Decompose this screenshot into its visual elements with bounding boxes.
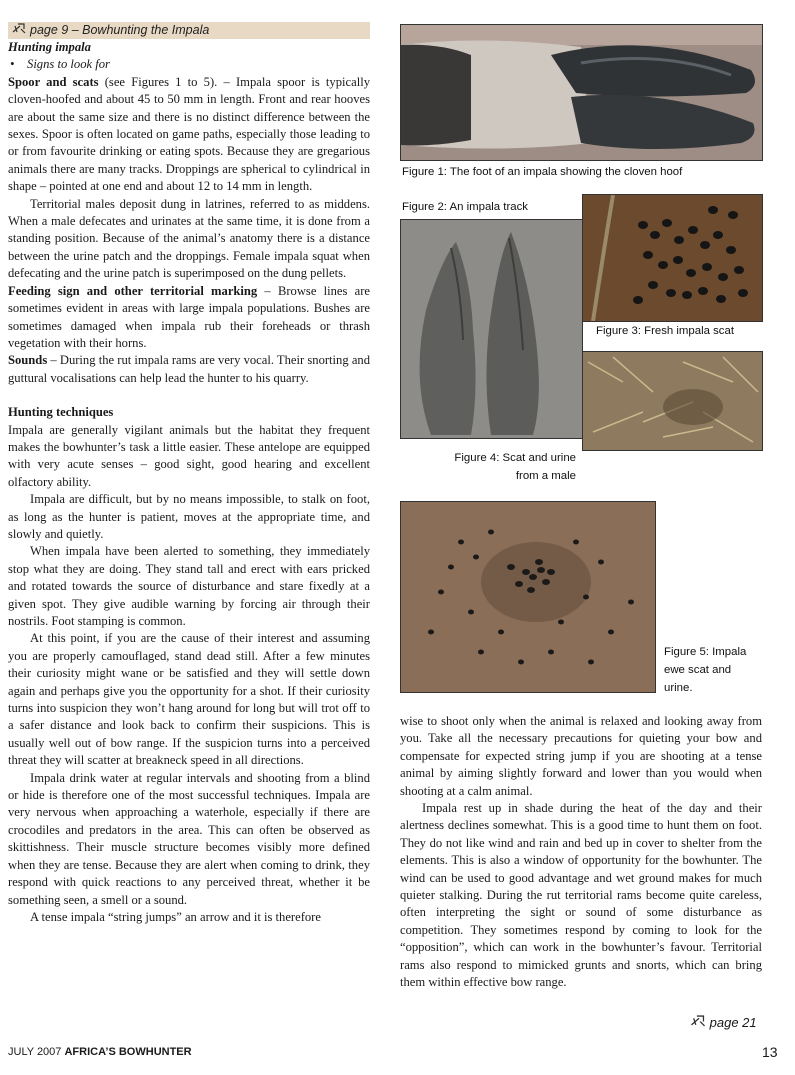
figure-5-caption-line: urine.	[664, 682, 693, 694]
footer-date: JULY 2007	[8, 1046, 65, 1058]
subsection-title: Hunting techniques	[8, 405, 114, 420]
paragraph	[8, 283, 370, 353]
paragraph-lead: Sounds	[8, 353, 48, 368]
paragraph: A tense impala “string jumps” an arrow and it is therefore	[30, 909, 321, 924]
figure-4-caption-line: Figure 4: Scat and urine	[454, 452, 576, 464]
page-continuation-header	[8, 22, 370, 39]
section-title: Hunting impala	[8, 40, 91, 54]
paragraph: Impala rest up in shade during the heat of the day and their alertness declines somewhat. This is a good time to hunt them on foot. They do not like wind and rain and bed up in cover to shelter from the elements. This is also a window of opportunity for the bowhunter. The wind can be used to good advantage and wet ground makes for much quieter stalking. During the rut territorial rams become quite careless, often interpreting the sight or sound of some disturbance as competition. They sometimes respond by coming to look for the “opposition”, which can work in the bowhunter’s favour. Territorial rams also respond to mimicked grunts and snorts, which can bring them within effective bow range.	[400, 801, 762, 990]
paragraph-lead: Spoor and scats	[8, 74, 99, 89]
figure-5-caption	[664, 643, 746, 697]
figure-3-caption: Figure 3: Fresh impala scat	[596, 325, 735, 337]
paragraph-text: – Browse lines are sometimes evident in areas with large impala populations. Bushes are sometimes damaged when impala rub their foreheads or thrash vegetation with their horns.	[8, 283, 371, 350]
paragraph-text: – During the rut impala rams are very vocal. Their snorting and guttural vocalisations can help lead the hunter to his quarry.	[8, 353, 370, 385]
archer-icon	[690, 1015, 710, 1030]
header-label: page 9 – Bowhunting the Impala	[30, 23, 210, 37]
archer-icon	[12, 22, 30, 39]
footer-issue	[8, 1046, 192, 1058]
page-number: 13	[762, 1044, 778, 1060]
paragraph: Territorial males deposit dung in latrines, referred to as middens. When a male defecates and urinates at the same time, it is done from a standing position. Because of the animal’s anatomy there is a distance between the urine patch and the droppings. Female impala squat when defecating and the urine patch is superimposed on the dung pellets.	[8, 196, 370, 281]
paragraph: Impala are generally vigilant animals but the habitat they frequent makes the bowhunter’s task a little easier. These antelope are equipped with very acute senses – good sight, good hearing and excellent olfactory ability.	[8, 422, 370, 489]
figure-4-caption	[440, 449, 576, 485]
paragraph: wise to shoot only when the animal is relaxed and looking away from you. Take all the necessary precautions for quieting your bow and compensate for expected string jump if you are shooting at a tense animal by aiming slightly forward and lower than you would when shooting at a calm animal.	[400, 714, 762, 798]
figure-4-caption-line: from a male	[515, 470, 576, 482]
bullet-label: Signs to look for	[27, 57, 110, 72]
paragraph	[8, 352, 370, 387]
article-body-left	[8, 39, 370, 926]
continued-page-reference	[690, 1015, 757, 1030]
footer-magazine: AFRICA’S BOWHUNTER	[64, 1046, 192, 1058]
paragraph	[8, 74, 370, 196]
figure-2-photo	[400, 219, 583, 439]
figure-1-caption: Figure 1: The foot of an impala showing the cloven hoof	[402, 166, 683, 178]
figure-2-caption: Figure 2: An impala track	[402, 201, 528, 213]
paragraph: Impala drink water at regular intervals and shooting from a blind or hide is therefore one of the most successful techniques. Impala are very nervous when approaching a waterhole, especially if there are crocodiles and predators in the area. This can often be observed as skittishness. Their muscle structure becomes visibly more defined when they are tense. Because they are alert when coming to drink, they respond with quick reactions to any perceived threat, whether it be something seen, a smell or a sound.	[8, 770, 370, 907]
page-ref-label: page 21	[709, 1015, 757, 1030]
paragraph: At this point, if you are the cause of their interest and assuming you are properly camouflaged, stand dead still. After a few minutes their curiosity might wane or be satisfied and they will settle down again and perhaps give you the opportunity for a shot. If their curiosity turns into suspicion they won’t hang around for long but will trot off to a safer distance and look back to confirm their suspicions. This is usually well out of bow range. If the suspicion turns into a perceived threat they will scatter at breakneck speed in all directions.	[8, 631, 370, 768]
figure-5-caption-line: ewe scat and	[664, 664, 732, 676]
figure-3-photo	[582, 194, 763, 322]
figure-4-photo	[582, 351, 763, 451]
paragraph: Impala are difficult, but by no means impossible, to stalk on foot, as long as the hunter is patient, moves at the appropriate time, and slowly and quietly.	[8, 492, 370, 541]
paragraph-text: (see Figures 1 to 5). – Impala spoor is typically cloven-hoofed and about 45 to 50 mm in length. Front and rear hooves are about the same size and there is no distinct difference between the sexes. Spoor is often located on game paths, especially those leading to or from favourite drinking or eating spots. Because they are gregarious animals there are many tracks. Droppings are spherical to cylindrical in shape – pointed at one end and about 12 to 14 mm in length.	[8, 74, 370, 194]
figure-5-photo	[400, 501, 656, 693]
figure-5-caption-line: Figure 5: Impala	[664, 646, 747, 658]
paragraph: When impala have been alerted to something, they immediately stop what they are doing. They stand tall and erect with ears pricked and rotated towards the source of disturbance and stare fixedly at a given spot. They give audible warning by forcing air through their nostrils. Foot stamping is common.	[8, 544, 370, 628]
left-column	[8, 22, 370, 926]
bullet-item: • Signs to look for	[10, 57, 110, 72]
paragraph-lead: Feeding sign and other territorial marking	[8, 283, 258, 298]
figure-1-photo	[400, 24, 763, 161]
article-body-right	[400, 713, 762, 992]
